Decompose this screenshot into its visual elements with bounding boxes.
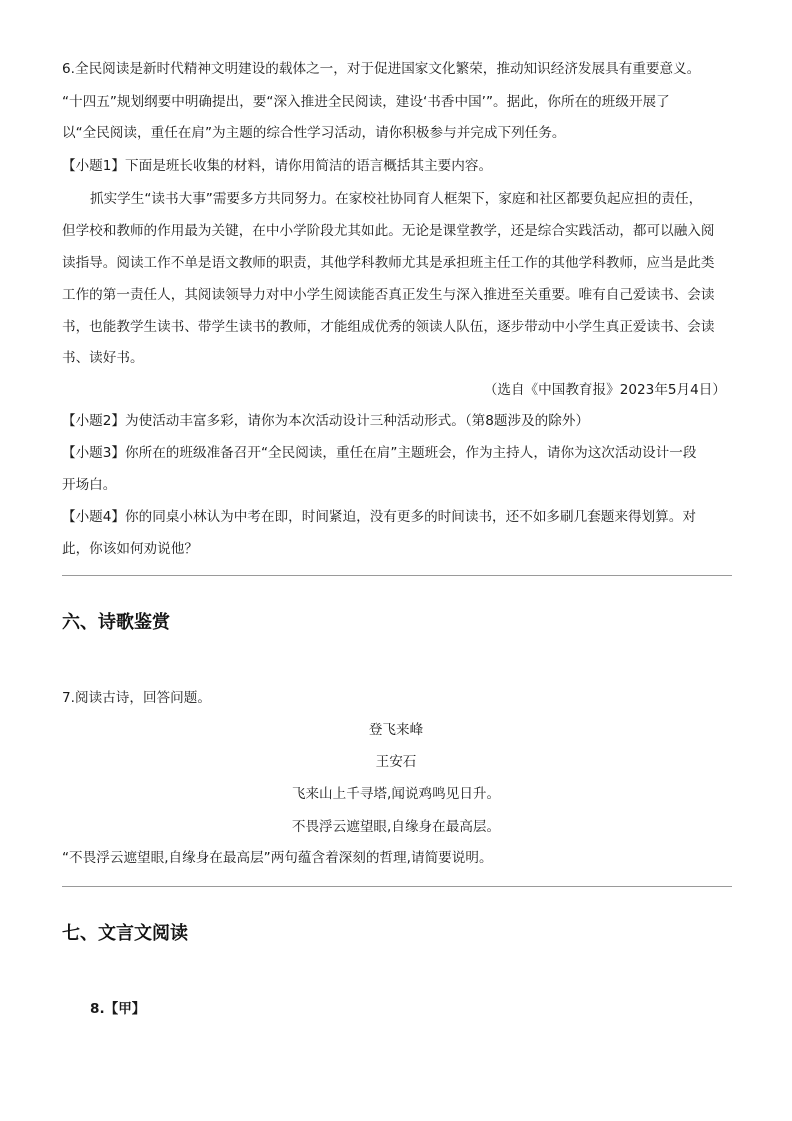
poem-author: 王安石 (375, 754, 417, 770)
q6-intro-line-2: “十四五”规划纲要中明确提出，要“深入推进全民阅读，建设‘书香中国’”。据此，你所在的班级开展了 (62, 94, 670, 110)
q6-subquestion-1: 【小题1】下面是班长收集的材料，请你用简洁的语言概括其主要内容。 (62, 158, 493, 174)
q6-intro-line-3: 以“全民阅读，重任在肩”为主题的综合性学习活动，请你积极参与并完成下列任务。 (62, 125, 566, 141)
section-divider (62, 575, 732, 576)
passage-line-6: 书、读好书。 (62, 350, 144, 366)
q8-label: 8.【甲】 (90, 1001, 146, 1017)
section-7-heading: 七、文言文阅读 (62, 923, 188, 944)
passage-line-4: 工作的第一责任人，其阅读领导力对中小学生阅读能否真正发生与深入推进至关重要。唯有自己爱读书、会读 (62, 287, 715, 303)
q6-subquestion-2: 【小题2】为使活动丰富多彩，请你为本次活动设计三种活动形式。（第8题涉及的除外） (62, 413, 590, 429)
q6-subquestion-4-line-1: 【小题4】你的同桌小林认为中考在即，时间紧迫，没有更多的时间读书，还不如多刷几套题来得划算。对 (62, 509, 696, 525)
passage-line-3: 读指导。阅读工作不单是语文教师的职责，其他学科教师尤其是承担班主任工作的其他学科教师，应当是此类 (62, 255, 715, 271)
q7-prompt: 7.阅读古诗，回答问题。 (62, 690, 211, 706)
passage-line-2: 但学校和教师的作用最为关键，在中小学阶段尤其如此。无论是课堂教学，还是综合实践活动，都可以融入阅 (62, 223, 715, 239)
q6-intro-line-1: 6.全民阅读是新时代精神文明建设的载体之一，对于促进国家文化繁荣，推动知识经济发展具有重要意义。 (62, 61, 701, 77)
passage-line-1: 抓实学生“读书大事”需要多方共同努力。在家校社协同育人框架下，家庭和社区都要负起应担的责任， (90, 191, 703, 207)
q6-subquestion-4-line-2: 此，你该如何劝说他？ (62, 541, 198, 557)
passage-source: （选自《中国教育报》2023年5月4日） (483, 382, 726, 398)
q6-subquestion-3-line-2: 开场白。 (62, 477, 117, 493)
section-divider (62, 886, 732, 887)
poem-line-1: 飞来山上千寻塔,闻说鸡鸣见日升。 (291, 786, 501, 802)
q6-subquestion-3-line-1: 【小题3】你所在的班级准备召开“全民阅读，重任在肩”主题班会，作为主持人，请你为这次活动设计一段 (62, 445, 697, 461)
q7-question: “不畏浮云遮望眼,自缘身在最高层”两句蕴含着深刻的哲理,请简要说明。 (62, 850, 493, 866)
section-6-heading: 六、诗歌鉴赏 (62, 612, 170, 633)
passage-line-5: 书，也能教学生读书、带学生读书的教师，才能组成优秀的领读人队伍，逐步带动中小学生真正爱读书、会读 (62, 319, 715, 335)
poem-line-2: 不畏浮云遮望眼,自缘身在最高层。 (291, 819, 501, 835)
poem-title: 登飞来峰 (368, 722, 424, 738)
